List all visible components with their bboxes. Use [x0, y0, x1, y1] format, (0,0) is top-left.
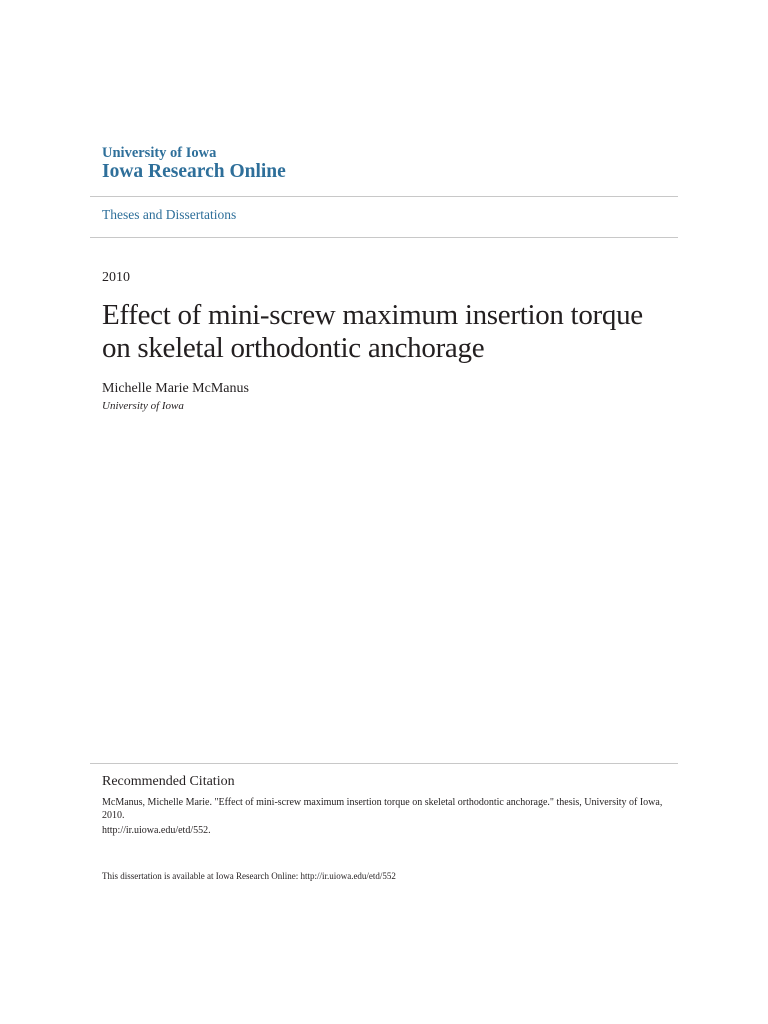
- author-affiliation: University of Iowa: [102, 400, 184, 412]
- citation-url-link[interactable]: http://ir.uiowa.edu/etd/552.: [102, 825, 211, 836]
- divider-middle: [90, 237, 678, 238]
- document-title: Effect of mini-screw maximum insertion torque on skeletal orthodontic anchorage: [102, 299, 643, 364]
- citation-heading: Recommended Citation: [102, 774, 235, 789]
- availability-note: This dissertation is available at Iowa Research Online: http://ir.uiowa.edu/etd/552: [102, 871, 396, 881]
- repository-name[interactable]: Iowa Research Online: [102, 161, 286, 182]
- institution-name[interactable]: University of Iowa: [102, 145, 217, 161]
- citation-text: McManus, Michelle Marie. "Effect of mini-screw maximum insertion torque on skeletal orthodontic anchorage." thesis, University of Iowa, 2010.: [102, 797, 663, 821]
- author-name: Michelle Marie McManus: [102, 381, 249, 396]
- divider-top: [90, 196, 678, 197]
- collection-link[interactable]: Theses and Dissertations: [102, 207, 237, 222]
- publication-year: 2010: [102, 270, 130, 285]
- divider-citation: [90, 763, 678, 764]
